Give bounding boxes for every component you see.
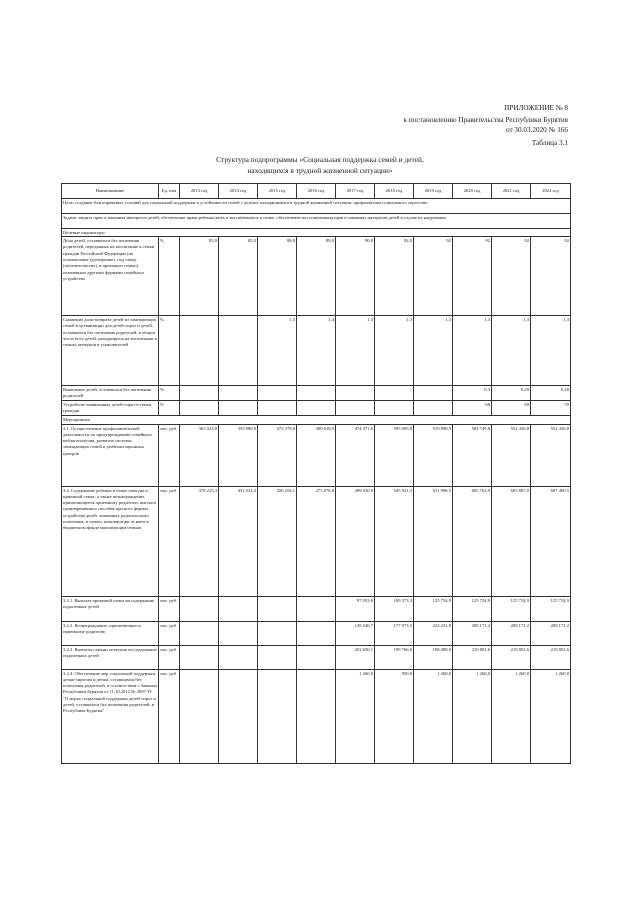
row-unit: % (159, 386, 180, 401)
value-cell: 125 754,9 (531, 596, 571, 621)
value-cell: 605 867,0 (492, 486, 531, 596)
value-cell: 210 801,6 (531, 645, 571, 669)
value-cell: 85,2 (219, 237, 258, 316)
header-year: 2014 год (219, 184, 258, 199)
value-cell (297, 621, 336, 645)
value-cell (297, 669, 336, 763)
row-name: Выявление детей, оставшихся без попечения родителей (62, 386, 159, 401)
value-cell: 85,0 (180, 237, 219, 316)
header-year: 2017 год (336, 184, 375, 199)
value-cell: 125 754,9 (414, 596, 453, 621)
value-cell (180, 401, 219, 416)
value-cell: 1 260,0 (453, 669, 492, 763)
value-cell: 202 650,1 (336, 645, 375, 669)
row-name: 3.2.4. Обеспечение мер социальной поддержки детям-сиротам и детям, оставшимся без попечения родителей, в соответствии с Законом Республики Бурятия от 11.10.2012 № 2897-IV "О мерах социальной поддержки детей-сирот и детей, оставшихся без попечения родителей, в Республике Бурятия" (62, 669, 159, 763)
header-year: 2020 год (453, 184, 492, 199)
row-unit: тыс. руб. (159, 486, 180, 596)
row-unit: тыс. руб. (159, 645, 180, 669)
subprogram-structure-table (61, 183, 571, 764)
value-cell: 475 676,8 (297, 486, 336, 596)
value-cell: 210 801,6 (492, 645, 531, 669)
value-cell (297, 401, 336, 416)
header-year: 2018 год (375, 184, 414, 199)
value-cell (219, 316, 258, 386)
value-cell: 450 254,1 (258, 486, 297, 596)
value-cell (180, 645, 219, 669)
row-unit: % (159, 401, 180, 416)
section-text: Мероприятия (62, 416, 571, 424)
table-row (62, 486, 571, 596)
value-cell: 1,3 (414, 316, 453, 386)
value-cell (414, 386, 453, 401)
value-cell (258, 386, 297, 401)
header-year: 2016 год (297, 184, 336, 199)
value-cell: 1,3 (336, 316, 375, 386)
value-cell: 1 260,0 (336, 669, 375, 763)
value-cell: 0,28 (531, 386, 571, 401)
header-name: Наименование (62, 184, 159, 199)
value-cell (180, 621, 219, 645)
value-cell: 611 996,5 (414, 486, 453, 596)
row-unit: тыс. руб. (159, 621, 180, 645)
value-cell: 209 171,2 (531, 621, 571, 645)
section-text: Задача: защита прав и законных интересов детей, обеспечение права ребенка жить и воспитываться в семье, обеспечение восстановления прав и законных интересов детей в случае их нарушения (62, 214, 571, 229)
decree-line-2: от 30.03.2020 № 166 (505, 126, 568, 134)
value-cell: 209 171,2 (453, 621, 492, 645)
section-text: Целевые индикаторы (62, 229, 571, 237)
value-cell: 499 020,0 (336, 486, 375, 596)
value-cell: 0,29 (492, 386, 531, 401)
decree-reference (403, 115, 568, 135)
value-cell: 1 260,0 (414, 669, 453, 763)
header-year: 2021 год (492, 184, 531, 199)
value-cell: 125 754,9 (492, 596, 531, 621)
value-cell (297, 386, 336, 401)
value-cell (219, 645, 258, 669)
value-cell: 1,3 (375, 316, 414, 386)
value-cell (258, 645, 297, 669)
value-cell: 92 (492, 237, 531, 316)
section-row (62, 416, 571, 424)
header-year: 2022 год (531, 184, 571, 199)
header-year: 2013 год (180, 184, 219, 199)
value-cell (336, 401, 375, 416)
value-cell: 177 973,5 (375, 621, 414, 645)
value-cell: 198 088,6 (414, 645, 453, 669)
value-cell: 68 (453, 401, 492, 416)
table-row (62, 424, 571, 486)
section-text: Цель: создание благоприятных условий для социальной поддержки и устойчивости семей с детьми, находящимися в трудной жизненной ситуации, профилактика социального сиротства (62, 199, 571, 214)
value-cell: 92 (453, 237, 492, 316)
table-row (62, 645, 571, 669)
document-title (0, 155, 640, 176)
value-cell: 210 801,6 (453, 645, 492, 669)
row-name: 3.2.1. Выплата приемной семье на содержание подопечных детей (62, 596, 159, 621)
table-header-row (62, 184, 571, 199)
value-cell (297, 645, 336, 669)
table-row (62, 401, 571, 416)
table-row (62, 237, 571, 316)
row-name: 3.2.3. Выплаты семьям опекунов на содержание подопечных детей (62, 645, 159, 669)
header-unit: Ед. изм (159, 184, 180, 199)
value-cell (336, 386, 375, 401)
value-cell (180, 316, 219, 386)
value-cell: 109 373,3 (375, 596, 414, 621)
value-cell: 490 618,9 (297, 424, 336, 486)
value-cell: 0,3 (453, 386, 492, 401)
value-cell (258, 669, 297, 763)
value-cell: 355 080,0 (219, 424, 258, 486)
value-cell: 1,5 (258, 316, 297, 386)
section-row (62, 229, 571, 237)
value-cell (414, 401, 453, 416)
value-cell (258, 596, 297, 621)
value-cell: 950,0 (375, 669, 414, 763)
value-cell: 89,0 (297, 237, 336, 316)
value-cell: 605 763,9 (453, 486, 492, 596)
value-cell (219, 596, 258, 621)
value-cell: 125 754,9 (453, 596, 492, 621)
value-cell: 97 953,6 (336, 596, 375, 621)
table-row (62, 386, 571, 401)
value-cell (219, 401, 258, 416)
value-cell (180, 669, 219, 763)
value-cell: 69 (492, 401, 531, 416)
value-cell: 607 400,5 (531, 486, 571, 596)
value-cell: 1,3 (492, 316, 531, 386)
value-cell (375, 401, 414, 416)
value-cell: 88,0 (258, 237, 297, 316)
value-cell: 545 921,3 (375, 486, 414, 596)
row-name: 3.2.2. Вознаграждение, причитающееся приемному родителю (62, 621, 159, 645)
value-cell: 505 009,8 (375, 424, 414, 486)
row-unit: тыс. руб. (159, 424, 180, 486)
value-cell: 519 898,5 (414, 424, 453, 486)
value-cell (219, 669, 258, 763)
value-cell: 223 231,8 (414, 621, 453, 645)
row-unit: тыс. руб. (159, 596, 180, 621)
value-cell: 209 171,2 (492, 621, 531, 645)
value-cell: 92 (531, 237, 571, 316)
table-row (62, 621, 571, 645)
section-row (62, 214, 571, 229)
value-cell: 474 471,6 (336, 424, 375, 486)
header-year: 2015 год (258, 184, 297, 199)
row-name: Доля детей, оставшихся без попечения родителей, переданных на воспитание в семьи граждан Российской Федерации (на усыновление (удочерение), под опеку (попечительство), в приемную семью), охваченных другими формами семейного устройства (62, 237, 159, 316)
title-line-1: Структура подпрограммы «Социальная поддержка семей и детей, (216, 155, 424, 164)
value-cell: 1 260,0 (531, 669, 571, 763)
value-cell: 552 436,8 (492, 424, 531, 486)
value-cell: 431 023,3 (219, 486, 258, 596)
value-cell (219, 386, 258, 401)
row-unit: % (159, 237, 180, 316)
row-unit: % (159, 316, 180, 386)
table-body (62, 199, 571, 764)
value-cell: 70 (531, 401, 571, 416)
value-cell: 363 023,0 (180, 424, 219, 486)
value-cell: 552 436,8 (531, 424, 571, 486)
value-cell: 1 260,0 (492, 669, 531, 763)
value-cell (375, 386, 414, 401)
header-year: 2019 год (414, 184, 453, 199)
value-cell (180, 596, 219, 621)
table-number: Таблица 3.1 (531, 139, 568, 147)
value-cell: 149 546,7 (336, 621, 375, 645)
row-name: Снижение доли возврата детей из замещающих семей в организации для детей-сирот и детей, оставшихся без попечения родителей, в общем числе всех детей, находящихся на воспитании в семьях опекунов и усыновителей (62, 316, 159, 386)
value-cell: 1,3 (453, 316, 492, 386)
value-cell (258, 621, 297, 645)
value-cell: 1,3 (531, 316, 571, 386)
table-row (62, 316, 571, 386)
row-name: 3.2. Содержание ребенка в семье опекуна и приемной семье, а также вознаграждение, причитающееся приемному родителю, выплата единовременного пособия при всех формах устройства детей, лишенных родительского попечения, в семью, компенсации за наем в бюджетном фонде малоимущим семьям (62, 486, 159, 596)
value-cell: 90,0 (336, 237, 375, 316)
value-cell: 92 (414, 237, 453, 316)
value-cell (297, 596, 336, 621)
value-cell: 378 225,3 (180, 486, 219, 596)
appendix-label: ПРИЛОЖЕНИЕ № 8 (504, 104, 568, 112)
value-cell (180, 386, 219, 401)
value-cell: 473 379,8 (258, 424, 297, 486)
row-unit: тыс. руб. (159, 669, 180, 763)
table-row (62, 596, 571, 621)
row-name: 3.1. Осуществление профилактической деятельности по предупреждению семейного неблагополучия, развитие системы замещающих семей и реабилитационных центров (62, 424, 159, 486)
title-line-2: находящихся в трудной жизненной ситуации» (247, 165, 393, 175)
value-cell: 92,0 (375, 237, 414, 316)
value-cell: 1,4 (297, 316, 336, 386)
value-cell (258, 401, 297, 416)
value-cell (219, 621, 258, 645)
value-cell: 199 766,6 (375, 645, 414, 669)
decree-line-1: к постановлению Правительства Республики Бурятия (403, 116, 568, 124)
value-cell: 584 749,8 (453, 424, 492, 486)
table-row (62, 669, 571, 763)
row-name: Устройство выявленных детей-сирот в семьи граждан (62, 401, 159, 416)
section-row (62, 199, 571, 214)
